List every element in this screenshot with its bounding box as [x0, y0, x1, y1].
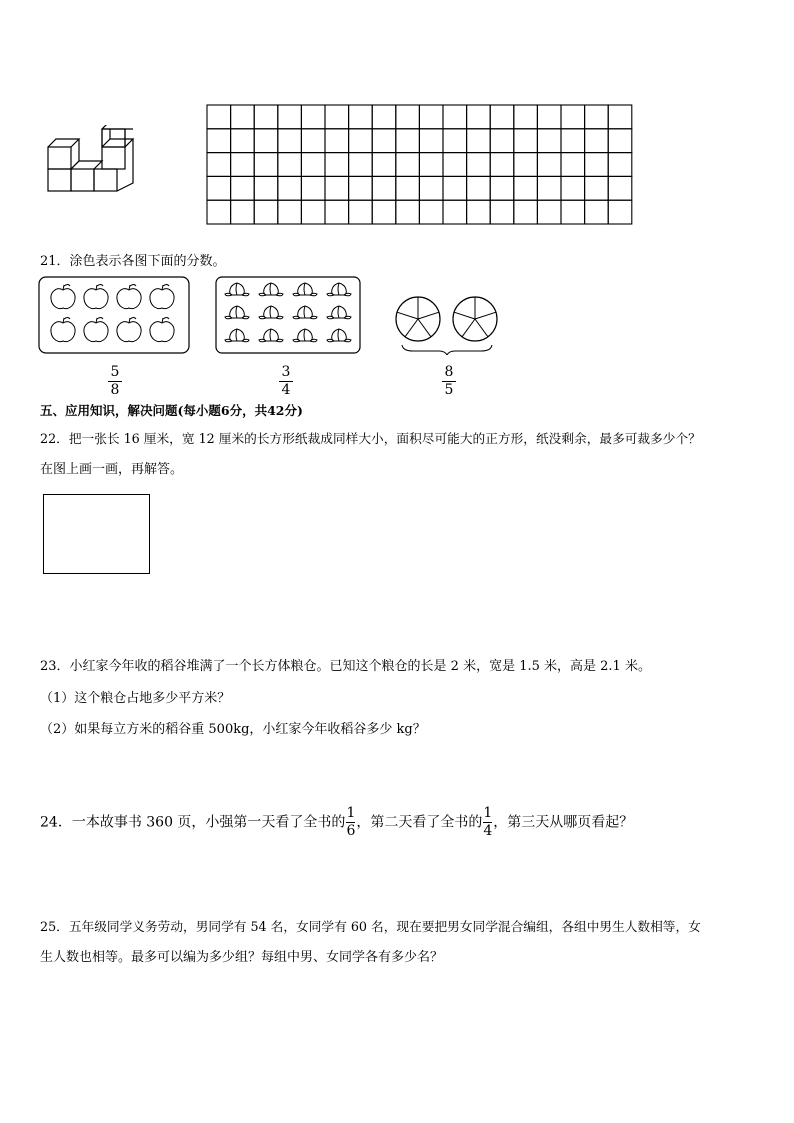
apple-icon [51, 318, 75, 342]
grid-cell [514, 200, 538, 224]
q22-rectangle [43, 494, 150, 574]
cube-figure [44, 125, 136, 195]
q24-fraction-1 [346, 806, 355, 839]
grid-cell [325, 129, 349, 153]
grid-cell [537, 105, 561, 129]
grid-cell [325, 200, 349, 224]
grid-cell [207, 129, 231, 153]
grid-cell [514, 129, 538, 153]
q24-fraction-1-den: 6 [346, 823, 356, 839]
grid-cell [372, 105, 396, 129]
grid-cell [278, 129, 302, 153]
grid-cell [561, 200, 585, 224]
circles-figure [393, 293, 501, 355]
grid-cell [561, 153, 585, 177]
grid-cell [585, 153, 609, 177]
fraction-apples-num: 5 [110, 364, 120, 380]
grid-cell [608, 105, 632, 129]
fraction-apples [108, 365, 122, 398]
q24-part-2: ，第二天看了全书的 [356, 814, 483, 831]
grid-cell [514, 105, 538, 129]
grid-cell [608, 200, 632, 224]
grid-cell [231, 129, 255, 153]
fraction-circles-den: 5 [444, 382, 454, 398]
q25-line-1: 25．五年级同学义务劳动，男同学有 54 名，女同学有 60 名，现在要把男女同学混合编组，各组中男生人数相等，女 [40, 919, 701, 934]
peach-icon [293, 306, 317, 319]
q25-line-2: 生人数也相等。最多可以编为多少组？每组中男、女同学各有多少名？ [40, 950, 444, 965]
grid-cell [349, 153, 373, 177]
grid-cell [585, 105, 609, 129]
grid-cell [537, 176, 561, 200]
grid-cell [301, 200, 325, 224]
grid-cell [443, 129, 467, 153]
peach-icon [327, 283, 351, 296]
q24-fraction-2-den: 4 [483, 823, 493, 839]
grid-cell [585, 129, 609, 153]
grid-cell [207, 105, 231, 129]
q22-line-1: 22．把一张长 16 厘米，宽 12 厘米的长方形纸裁成同样大小，面积尽可能大的正方形，纸没剩余，最多可裁多少个？ [40, 431, 701, 446]
grid-cell [231, 105, 255, 129]
peach-icon [259, 306, 283, 319]
grid-cell [254, 200, 278, 224]
peach-icon [293, 283, 317, 296]
grid-cell [467, 153, 491, 177]
grid-cell [349, 200, 373, 224]
grid-cell [254, 105, 278, 129]
fraction-peaches-num: 3 [281, 364, 291, 380]
grid-cell [372, 176, 396, 200]
apple-icon [84, 285, 108, 309]
grid-cell [301, 105, 325, 129]
grid-cell [585, 176, 609, 200]
grid-cell [396, 105, 420, 129]
peach-icon [327, 329, 351, 342]
q24-part-1: 24．一本故事书 360 页，小强第一天看了全书的 [40, 814, 346, 831]
grid-cell [419, 153, 443, 177]
grid-cell [207, 176, 231, 200]
grid-cell [490, 153, 514, 177]
apple-icon [117, 318, 141, 342]
grid-cell [372, 153, 396, 177]
peach-icon [225, 283, 249, 296]
q23-sub-1: （1）这个粮仓占地多少平方米？ [40, 691, 231, 706]
grid-cell [396, 153, 420, 177]
apple-icon [84, 318, 108, 342]
grid-cell [443, 153, 467, 177]
peach-icon [293, 329, 317, 342]
grid-cell [467, 200, 491, 224]
grid-cell [561, 176, 585, 200]
grid-cell [490, 129, 514, 153]
grid-cell [349, 129, 373, 153]
fraction-peaches-den: 4 [281, 382, 291, 398]
grid-cell [325, 105, 349, 129]
grid-cell [561, 129, 585, 153]
q24-part-3: ，第三天从哪页看起？ [493, 814, 634, 831]
grid-cell [608, 153, 632, 177]
fraction-circles [442, 365, 456, 398]
grid-cell [207, 200, 231, 224]
q23-stem: 23．小红家今年收的稻谷堆满了一个长方体粮仓。已知这个粮仓的长是 2 米，宽是 1.5 米，高是 2.1 米。 [40, 659, 651, 674]
grid-cell [207, 153, 231, 177]
fraction-circles-num: 8 [444, 364, 454, 380]
peach-icon [225, 329, 249, 342]
grid-cell [372, 129, 396, 153]
q24-text [40, 806, 633, 839]
peach-icon [327, 306, 351, 319]
q23-sub-2: （2）如果每立方米的稻谷重 500kg，小红家今年收稻谷多少 kg？ [40, 722, 426, 737]
grid-cell [396, 200, 420, 224]
grid-cell [514, 153, 538, 177]
grid-cell [396, 176, 420, 200]
grid-cell [325, 176, 349, 200]
square-grid [206, 104, 634, 226]
grid-cell [608, 129, 632, 153]
grid-cell [301, 153, 325, 177]
grid-cell [608, 176, 632, 200]
grid-cell [254, 153, 278, 177]
q21-instruction: 21．涂色表示各图下面的分数。 [40, 254, 226, 269]
grid-cell [349, 176, 373, 200]
grid-cell [443, 200, 467, 224]
grid-cell [467, 176, 491, 200]
grid-cell [372, 200, 396, 224]
grid-cell [278, 200, 302, 224]
grid-cell [278, 176, 302, 200]
apple-icon [51, 285, 75, 309]
grid-cell [467, 129, 491, 153]
grid-cell [231, 200, 255, 224]
peach-icon [259, 283, 283, 296]
grid-cell [419, 129, 443, 153]
peach-icon [259, 329, 283, 342]
apples-box [38, 276, 190, 354]
grid-cell [443, 176, 467, 200]
q22-line-2: 在图上画一画，再解答。 [40, 462, 184, 477]
grid-cell [514, 176, 538, 200]
grid-cell [231, 176, 255, 200]
grid-cell [301, 129, 325, 153]
grid-cell [537, 200, 561, 224]
grid-cell [396, 129, 420, 153]
grid-cell [419, 200, 443, 224]
fraction-peaches [279, 365, 293, 398]
peaches-box [215, 276, 361, 354]
grid-cell [254, 176, 278, 200]
grid-cell [561, 105, 585, 129]
grid-cell [443, 105, 467, 129]
apple-icon [150, 285, 174, 309]
grid-cell [349, 105, 373, 129]
grid-cell [231, 153, 255, 177]
grid-cell [490, 200, 514, 224]
grid-cell [278, 105, 302, 129]
grid-cell [254, 129, 278, 153]
grid-cell [419, 176, 443, 200]
q24-fraction-2-num: 1 [483, 805, 493, 821]
apple-icon [150, 318, 174, 342]
q24-fraction-1-num: 1 [346, 805, 356, 821]
grid-cell [419, 105, 443, 129]
grid-cell [537, 153, 561, 177]
grid-cell [467, 105, 491, 129]
grid-cell [585, 200, 609, 224]
apple-icon [117, 285, 141, 309]
grid-cell [278, 153, 302, 177]
grid-cell [537, 129, 561, 153]
grid-cell [301, 176, 325, 200]
q24-fraction-2 [483, 806, 492, 839]
peach-icon [225, 306, 249, 319]
fraction-apples-den: 8 [110, 382, 120, 398]
section-5-title: 五、应用知识，解决问题(每小题6分，共42分) [40, 403, 303, 418]
grid-cell [325, 153, 349, 177]
grid-cell [490, 105, 514, 129]
grid-cell [490, 176, 514, 200]
